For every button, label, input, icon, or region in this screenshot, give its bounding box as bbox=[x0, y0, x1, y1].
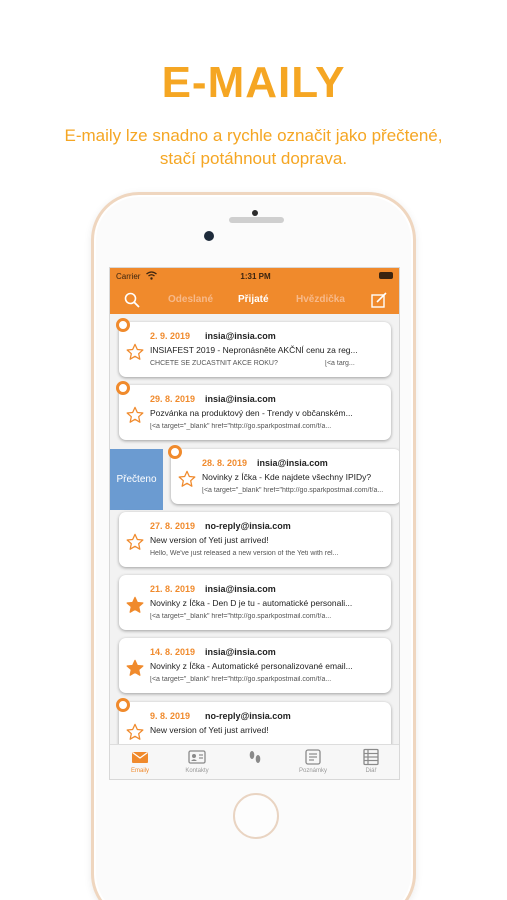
star-icon[interactable] bbox=[126, 596, 144, 614]
tabbar-emaily[interactable] bbox=[111, 748, 169, 774]
phone-speaker bbox=[229, 217, 284, 223]
email-preview-text: Hello, We've just released a new version of the Yeti with rel... bbox=[150, 550, 339, 557]
email-subject: INSIAFEST 2019 - Neprопásněte AKČNÍ cenu za reg... bbox=[150, 345, 358, 355]
email-date: 28. 8. 2019 bbox=[202, 458, 248, 468]
email-subject: Pozvánka na produktový den - Trendy v občanském... bbox=[150, 408, 353, 418]
email-item[interactable] bbox=[119, 385, 391, 440]
email-date: 21. 8. 2019 bbox=[150, 584, 196, 594]
subtitle-line-2: stačí potáhnout doprava. bbox=[159, 149, 348, 168]
star-icon[interactable] bbox=[126, 343, 144, 361]
tabbar-diar[interactable] bbox=[342, 748, 400, 774]
app-screen bbox=[109, 267, 400, 780]
email-preview-text: [<a target="_blank" href="http://go.sparkpostmail.com/f/a... bbox=[150, 676, 332, 683]
email-date: 27. 8. 2019 bbox=[150, 521, 196, 531]
email-item[interactable] bbox=[119, 575, 391, 630]
tabbar-footprints[interactable] bbox=[226, 748, 284, 768]
email-subject: Novinky z Íčka - Automatické personalizované email... bbox=[150, 661, 353, 671]
email-preview-text: CHCETE SE ZÚČASTNIT AKCE ROKU? bbox=[150, 360, 278, 367]
email-date: 2. 9. 2019 bbox=[150, 331, 191, 341]
email-preview-text: [<a target="_blank" href="http://go.sparkpostmail.com/f/a... bbox=[150, 613, 332, 620]
email-item[interactable] bbox=[119, 322, 391, 377]
email-preview-text: [<a target="_blank" href="http://go.sparkpostmail.com/f/a... bbox=[202, 487, 384, 494]
email-item[interactable] bbox=[119, 638, 391, 693]
email-item[interactable] bbox=[119, 512, 391, 567]
unread-dot bbox=[116, 381, 130, 395]
email-preview bbox=[150, 360, 382, 367]
email-date: 14. 8. 2019 bbox=[150, 647, 196, 657]
mail-icon bbox=[131, 748, 149, 766]
contacts-icon bbox=[188, 748, 206, 766]
tabbar-label: Poznámky bbox=[298, 768, 327, 774]
page-subtitle bbox=[20, 124, 487, 170]
email-date: 29. 8. 2019 bbox=[150, 394, 196, 404]
unread-dot bbox=[116, 318, 130, 332]
email-list[interactable] bbox=[110, 314, 400, 744]
star-icon[interactable] bbox=[126, 659, 144, 677]
footprints-icon bbox=[246, 748, 264, 766]
subtitle-line-1: E-maily lze snadno a rychle označit jako přečtené, bbox=[64, 126, 443, 145]
star-icon[interactable] bbox=[126, 723, 144, 741]
email-preview-link: [<a targ... bbox=[325, 360, 355, 367]
email-item[interactable] bbox=[171, 449, 400, 504]
diary-icon bbox=[362, 748, 380, 766]
email-preview bbox=[150, 423, 382, 430]
tab-inbox[interactable]: Přijaté bbox=[238, 294, 269, 305]
email-sender: no-reply@insia.com bbox=[205, 711, 291, 721]
battery-icon bbox=[379, 272, 393, 279]
star-icon[interactable] bbox=[178, 470, 196, 488]
star-icon[interactable] bbox=[126, 533, 144, 551]
page-headline: E-MAILY bbox=[161, 58, 346, 107]
tabbar-poznamky[interactable] bbox=[284, 748, 342, 774]
email-subject: Novinky z Íčka - Kde najdete všechny IPIDy? bbox=[202, 472, 372, 482]
status-bar bbox=[110, 268, 400, 286]
email-sender: insia@insia.com bbox=[205, 584, 276, 594]
email-sender: insia@insia.com bbox=[205, 394, 276, 404]
phone-camera bbox=[204, 231, 214, 241]
clock: 1:31 PM bbox=[240, 272, 271, 281]
unread-dot bbox=[168, 445, 182, 459]
carrier-label: Carrier bbox=[116, 272, 141, 281]
email-preview bbox=[202, 487, 392, 494]
email-preview bbox=[150, 613, 382, 620]
tab-sent[interactable]: Odeslané bbox=[168, 294, 214, 305]
email-preview bbox=[150, 550, 382, 557]
email-subject: Novinky z Íčka - Den D je tu - automatické personali... bbox=[150, 598, 353, 608]
tabbar-label: Emaily bbox=[130, 768, 149, 774]
compose-icon[interactable] bbox=[371, 292, 387, 308]
tabbar-label: Kontakty bbox=[185, 768, 209, 774]
phone-sensor bbox=[252, 210, 258, 216]
unread-dot bbox=[116, 698, 130, 712]
email-date: 9. 8. 2019 bbox=[150, 711, 191, 721]
home-button[interactable] bbox=[233, 793, 279, 839]
tabbar-label: Diář bbox=[365, 768, 377, 774]
nav-bar bbox=[110, 286, 400, 314]
email-sender: insia@insia.com bbox=[257, 458, 328, 468]
email-preview bbox=[150, 676, 382, 683]
search-icon[interactable] bbox=[124, 292, 140, 308]
email-subject: New version of Yeti just arrived! bbox=[150, 535, 269, 545]
bottom-tab-bar bbox=[110, 744, 400, 780]
tabbar-kontakty[interactable] bbox=[168, 748, 226, 774]
notes-icon bbox=[304, 748, 322, 766]
email-sender: insia@insia.com bbox=[205, 331, 276, 341]
email-sender: no-reply@insia.com bbox=[205, 521, 291, 531]
email-sender: insia@insia.com bbox=[205, 647, 276, 657]
email-preview-text: [<a target="_blank" href="http://go.sparkpostmail.com/f/a... bbox=[150, 423, 332, 430]
email-subject: New version of Yeti just arrived! bbox=[150, 725, 269, 735]
tab-starred[interactable]: Hvězdička bbox=[296, 294, 345, 305]
mark-read-action[interactable]: Přečteno bbox=[110, 449, 163, 510]
star-icon[interactable] bbox=[126, 406, 144, 424]
